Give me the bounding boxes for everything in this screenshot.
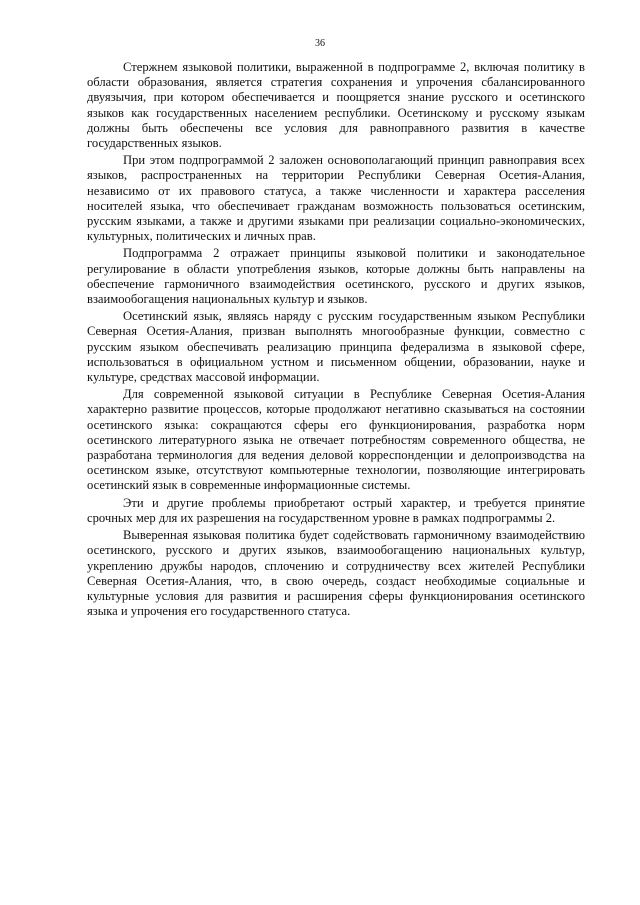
paragraph-urgent-measures: Эти и другие проблемы приобретают острый характер, и требуется принятие срочных мер для их разрешения на государственном уровне в рамках подпрограммы 2. (87, 495, 585, 525)
document-body (87, 60, 585, 621)
paragraph-ossetian-functions: Осетинский язык, являясь наряду с русским государственным языком Республики Северная Осетия-Алания, призван выполнять многообразные функции, совместно с русским языком обеспечивать реализацию принципа федерализма в языковой сфере, использоваться в официальном устном и письменном общении, образовании, науке и культуре, средствах массовой информации. (87, 309, 585, 385)
paragraph-bilingualism-strategy: Стержнем языковой политики, выраженной в подпрограмме 2, включая политику в области образования, является стратегия сохранения и упрочения сбалансированного двуязычия, при котором обеспечивается и поощряется знание русского и осетинского языков как государственных населением республики. Осетинскому и русскому языкам должны быть обеспечены все условия для равноправного развития в качестве государственных языков. (87, 60, 585, 151)
paragraph-language-equality: При этом подпрограммой 2 заложен основополагающий принцип равноправия всех языков, распространенных на территории Республики Северная Осетия-Алания, независимо от их правового статуса, а также численности и характера расселения носителей языка, что обеспечивает гражданам возможность пользоваться осетинским, русским языками, а также и другими языками при реализации социально-экономических, культурных, политических и личных прав. (87, 153, 585, 244)
paragraph-current-situation: Для современной языковой ситуации в Республике Северная Осетия-Алания характерно развитие процессов, которые продолжают негативно сказываться на состоянии осетинского языка: сокращаются сферы его функционирования, разработка норм осетинского литературного языка не отвечает потребностям современного общества, не разработана терминология для ведения деловой корреспонденции и делопроизводства на осетинском языке, отсутствуют компьютерные технологии, позволяющие интегрировать осетинский язык в современные информационные системы. (87, 387, 585, 493)
paragraph-balanced-policy: Выверенная языковая политика будет содействовать гармоничному взаимодействию осетинского, русского и других языков, взаимообогащению национальных культур, укреплению дружбы народов, сплочению и сотрудничеству всех жителей Республики Северная Осетия-Алания, что, в свою очередь, создаст необходимые социальные и культурные условия для развития и расширения сферы функционирования осетинского языка и упрочения его государственного статуса. (87, 528, 585, 619)
page-number: 36 (315, 38, 325, 49)
paragraph-legal-regulation: Подпрограмма 2 отражает принципы языковой политики и законодательное регулирование в области употребления языков, которые должны быть направлены на обеспечение гармоничного взаимодействия осетинского, русского и других языков, взаимообогащения национальных культур и языков. (87, 246, 585, 307)
